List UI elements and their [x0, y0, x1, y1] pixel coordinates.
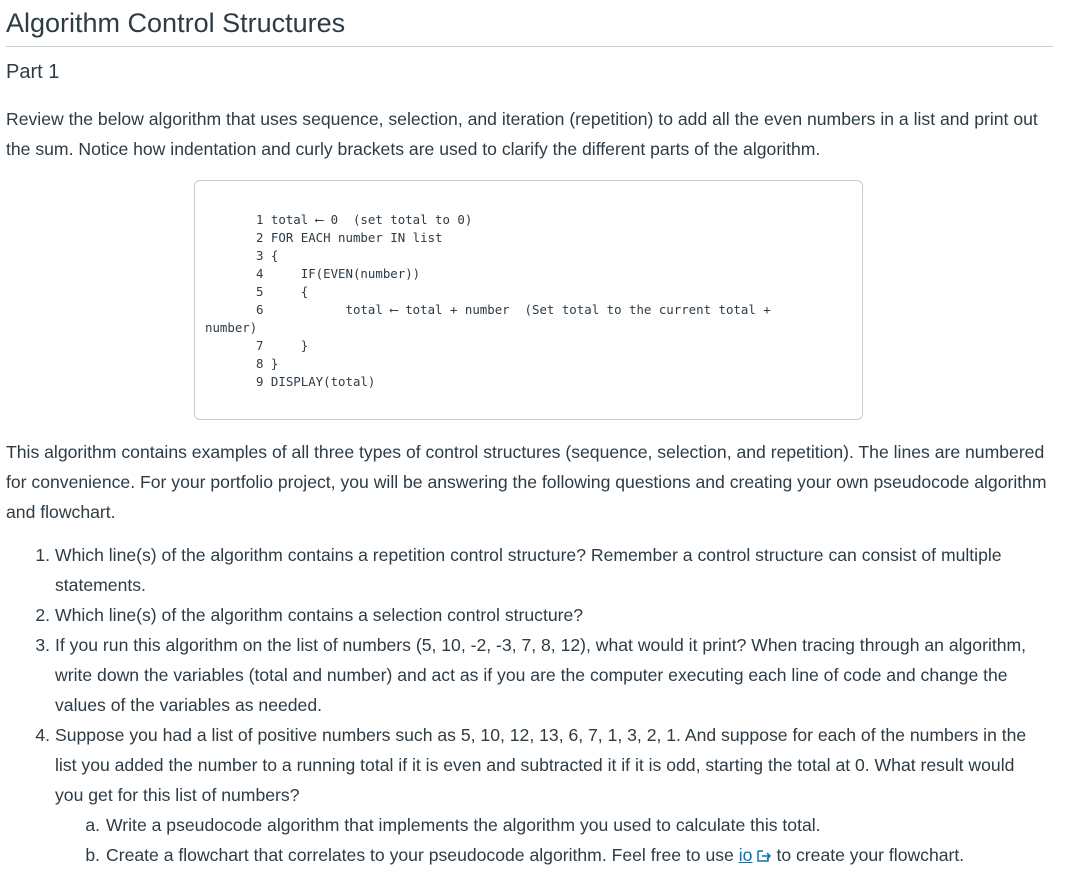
code-line: 9 DISPLAY(total): [256, 374, 376, 389]
title-divider: [6, 46, 1053, 47]
list-item-text-before: Create a flowchart that correlates to your pseudocode algorithm. Feel free to use: [106, 845, 734, 865]
intro-paragraph: Review the below algorithm that uses sequence, selection, and iteration (repetition) to add all the even numbers in a list and print out the sum. Notice how indentation and curly brackets are used to clarify the different parts of the algorithm.: [6, 109, 1038, 159]
list-item-text: Suppose you had a list of positive numbers such as 5, 10, 12, 13, 6, 7, 1, 3, 2, 1. And suppose for each of the numbers in the list you added the number to a running total if it is even and subtracted it if it is odd, starting the total at 0. What result would you get for this list of numbers?: [55, 725, 1027, 805]
external-link-icon[interactable]: [756, 842, 772, 872]
page-title: Algorithm Control Structures: [6, 8, 346, 38]
list-item-number: 3.: [35, 635, 50, 655]
list-item-text-after: to create your flowchart.: [776, 845, 965, 865]
list-item-number: 4.: [35, 725, 50, 745]
list-item-letter: a.: [85, 815, 100, 835]
code-line: 3 {: [256, 248, 279, 263]
code-line: 7 }: [256, 338, 309, 353]
code-line: 4 IF(EVEN(number)): [256, 266, 421, 281]
code-block: [194, 180, 863, 420]
code-line: 1 total ⟵ 0 (set total to 0): [256, 212, 473, 227]
list-item-text: Which line(s) of the algorithm contains a selection control structure?: [55, 605, 584, 625]
code-line: 8 }: [256, 356, 279, 371]
list-item-number: 1.: [35, 545, 50, 565]
code-line: 2 FOR EACH number IN list: [256, 230, 443, 245]
io-link[interactable]: io: [738, 845, 753, 865]
list-item-letter: b.: [85, 845, 100, 865]
code-line: 6 total ⟵ total + number (Set total to the current total +: [256, 302, 771, 317]
code-line: 5 {: [256, 284, 309, 299]
list-item-text: [106, 840, 1026, 872]
code-line: number): [205, 320, 258, 335]
part-heading: Part 1: [6, 61, 60, 83]
list-item-number: 2.: [35, 605, 50, 625]
description-paragraph: This algorithm contains examples of all three types of control structures (sequence, selection, and repetition). The lines are numbered for convenience. For your portfolio project, you will be answering the following questions and creating your own pseudocode algorithm and flowchart.: [6, 442, 1047, 522]
list-item-text: Which line(s) of the algorithm contains a repetition control structure? Remember a control structure can consist of multiple statements.: [55, 545, 1002, 595]
list-item-text: Write a pseudocode algorithm that implements the algorithm you used to calculate this total.: [106, 815, 821, 835]
list-item-text: If you run this algorithm on the list of numbers (5, 10, -2, -3, 7, 8, 12), what would it print? When tracing through an algorithm, write down the variables (total and number) and act as if you are the computer executing each line of code and change the values of the variables as needed.: [55, 635, 1027, 715]
